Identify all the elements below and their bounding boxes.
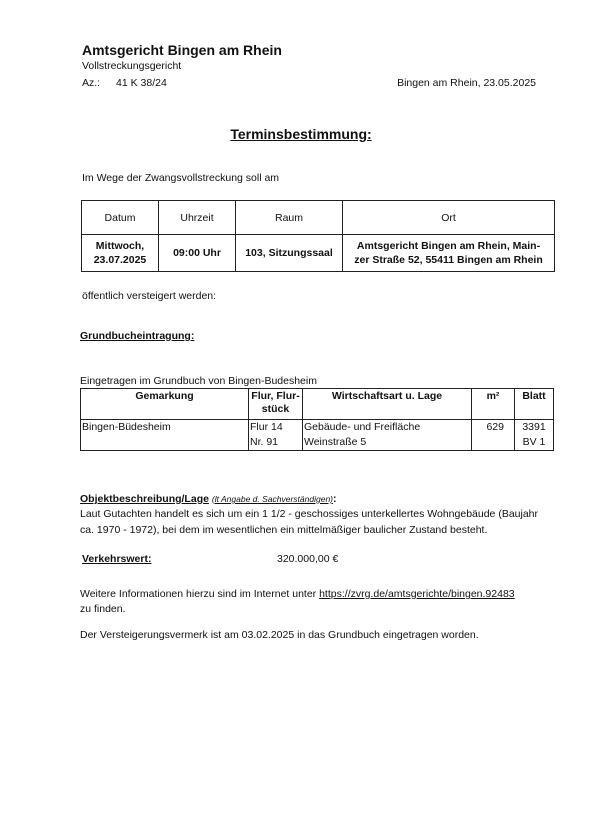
- appointment-table: [81, 200, 555, 272]
- flur-line-2: Nr. 91: [250, 436, 279, 448]
- land-register-intro: Eingetragen im Grundbuch von Bingen-Budesheim: [80, 375, 317, 387]
- file-number-label: Az.:: [82, 77, 101, 89]
- appointment-room: 103, Sitzungssaal: [236, 235, 343, 272]
- col-header-sheet: Blatt: [515, 389, 554, 420]
- court-name: Amtsgericht Bingen am Rhein: [82, 42, 282, 58]
- flur-header-line-1: Flur, Flur-: [251, 390, 300, 402]
- info-link[interactable]: https://zvrg.de/amtsgerichte/bingen.92483: [319, 588, 515, 600]
- sold-text: öffentlich versteigert werden:: [82, 290, 217, 302]
- usage-line-1: Gebäude- und Freifläche: [304, 421, 421, 433]
- gemarkung-cell: Bingen-Büdesheim: [81, 420, 249, 451]
- page-title: Terminsbestimmung:: [230, 126, 372, 142]
- flur-line-1: Flur 14: [250, 421, 283, 433]
- court-subtitle: Vollstreckungsgericht: [82, 60, 182, 72]
- land-register-header-row: [81, 389, 554, 420]
- flur-header-line-2: stück: [261, 403, 290, 415]
- col-header-room: Raum: [236, 201, 343, 235]
- appointment-row: [82, 235, 555, 272]
- place-line-2: zer Straße 52, 55411 Bingen am Rhein: [354, 254, 543, 266]
- area-cell: 629: [472, 420, 515, 451]
- object-heading-text: Objektbeschreibung/Lage: [80, 493, 209, 505]
- file-number: 41 K 38/24: [116, 77, 167, 89]
- date-weekday: Mittwoch,: [95, 240, 145, 252]
- sheet-line-2: BV 1: [522, 436, 546, 448]
- col-header-usage: Wirtschaftsart u. Lage: [303, 389, 472, 420]
- col-header-time: Uhrzeit: [159, 201, 236, 235]
- appointment-place: [343, 235, 555, 272]
- col-header-gemarkung: Gemarkung: [81, 389, 249, 420]
- flur-cell: [249, 420, 303, 451]
- col-header-date: Datum: [82, 201, 159, 235]
- land-register-heading: Grundbucheintragung:: [80, 330, 195, 342]
- market-value: 320.000,00 €: [277, 553, 339, 565]
- appointment-header-row: [82, 201, 555, 235]
- land-register-row: [81, 420, 554, 451]
- market-value-label: Verkehrswert:: [82, 553, 152, 565]
- sheet-line-1: 3391: [522, 421, 546, 433]
- sheet-cell: [515, 420, 554, 451]
- object-heading: [80, 493, 337, 505]
- info-text: Weitere Informationen hierzu sind im Internet unter: [80, 588, 320, 600]
- appointment-time: 09:00 Uhr: [159, 235, 236, 272]
- intro-text: Im Wege der Zwangsvollstreckung soll am: [82, 172, 280, 184]
- place-date: Bingen am Rhein, 23.05.2025: [397, 77, 536, 89]
- appointment-date: [82, 235, 159, 272]
- registration-note: Der Versteigerungsvermerk ist am 03.02.2025 in das Grundbuch eingetragen worden.: [80, 629, 479, 641]
- object-heading-colon: :: [333, 493, 337, 505]
- info-paragraph: [80, 587, 550, 617]
- usage-line-2: Weinstraße 5: [304, 436, 367, 448]
- object-heading-note: (lt Angabe d. Sachverständigen): [211, 494, 333, 504]
- date-value: 23.07.2025: [93, 254, 147, 266]
- object-description: Laut Gutachten handelt es sich um ein 1 1/2 - geschossiges unterkellertes Wohngebäude (Baujahr ca. 1970 - 1972), bei dem im wesentlichen ein mittelmäßiger baulicher Zustand besteht.: [80, 508, 539, 536]
- col-header-area: m²: [472, 389, 515, 420]
- col-header-place: Ort: [343, 201, 555, 235]
- usage-cell: [303, 420, 472, 451]
- col-header-flur: [249, 389, 303, 420]
- land-register-table: [80, 388, 554, 451]
- place-line-1: Amtsgericht Bingen am Rhein, Main-: [356, 240, 541, 252]
- info-suffix: zu finden.: [80, 603, 126, 615]
